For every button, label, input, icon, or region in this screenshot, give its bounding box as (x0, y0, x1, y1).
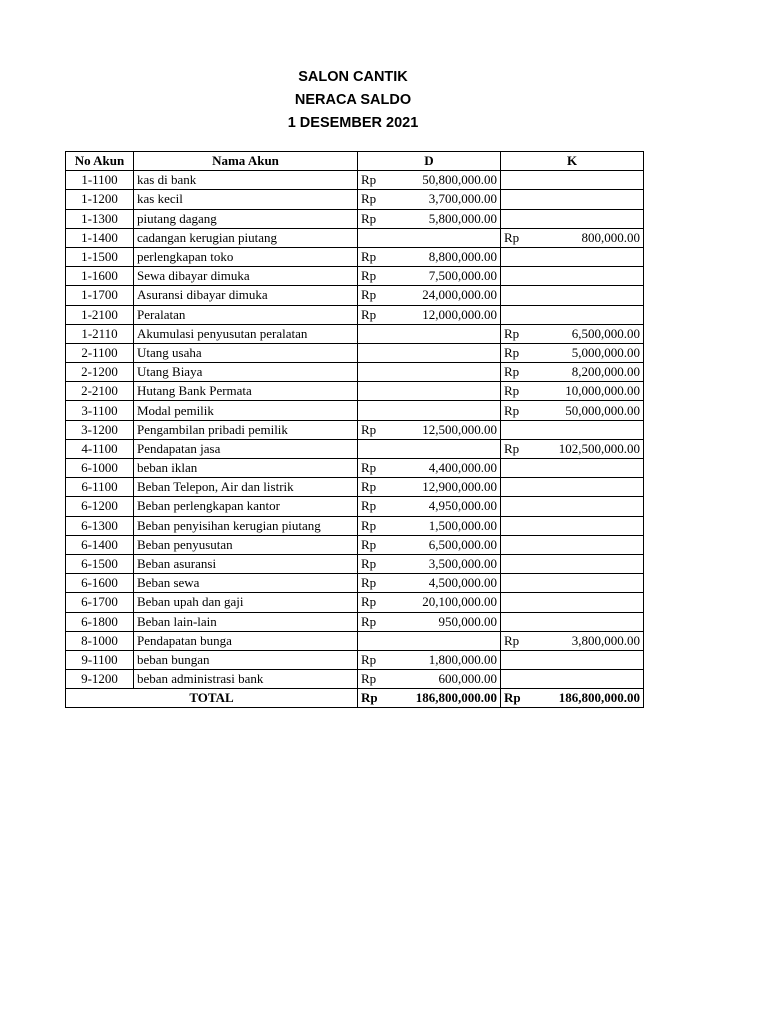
account-name: cadangan kerugian piutang (134, 228, 358, 247)
credit-cell (501, 171, 644, 190)
account-name: perlengkapan toko (134, 247, 358, 266)
credit-cell (501, 593, 644, 612)
debit-value: 20,100,000.00 (422, 594, 497, 610)
currency-label: Rp (504, 383, 520, 399)
table-row (66, 420, 644, 439)
debit-value: 8,800,000.00 (428, 249, 497, 265)
debit-value: 950,000.00 (438, 613, 497, 629)
account-name: Beban perlengkapan kantor (134, 497, 358, 516)
debit-cell (358, 382, 501, 401)
total-debit-cell (358, 689, 501, 708)
currency-label: Rp (504, 344, 520, 360)
credit-value: 3,800,000.00 (571, 632, 640, 648)
credit-cell (501, 267, 644, 286)
table-row (66, 516, 644, 535)
table-row (66, 574, 644, 593)
account-number: 1-1500 (66, 247, 134, 266)
debit-value: 50,800,000.00 (422, 172, 497, 188)
credit-cell (501, 286, 644, 305)
debit-cell (358, 190, 501, 209)
table-body (66, 171, 644, 689)
table-row (66, 228, 644, 247)
credit-value: 6,500,000.00 (571, 325, 640, 341)
report-title: NERACA SALDO (294, 92, 412, 108)
account-number: 1-1700 (66, 286, 134, 305)
table-row (66, 650, 644, 669)
account-name: Peralatan (134, 305, 358, 324)
currency-label: Rp (504, 402, 520, 418)
credit-cell (501, 631, 644, 650)
credit-cell (501, 324, 644, 343)
credit-cell (501, 574, 644, 593)
credit-cell (501, 228, 644, 247)
currency-label: Rp (361, 306, 377, 322)
currency-label: Rp (361, 460, 377, 476)
currency-label: Rp (504, 690, 521, 706)
table-row (66, 267, 644, 286)
column-header-debit: D (358, 152, 501, 171)
table-row (66, 363, 644, 382)
credit-value: 8,200,000.00 (571, 364, 640, 380)
account-number: 6-1600 (66, 574, 134, 593)
debit-value: 1,800,000.00 (428, 651, 497, 667)
table-row (66, 535, 644, 554)
account-number: 8-1000 (66, 631, 134, 650)
currency-label: Rp (504, 364, 520, 380)
account-name: Asuransi dibayar dimuka (134, 286, 358, 305)
account-name: kas di bank (134, 171, 358, 190)
table-row (66, 305, 644, 324)
credit-cell (501, 459, 644, 478)
currency-label: Rp (504, 632, 520, 648)
account-name: Pengambilan pribadi pemilik (134, 420, 358, 439)
debit-cell (358, 593, 501, 612)
debit-value: 3,500,000.00 (428, 556, 497, 572)
table-row (66, 478, 644, 497)
table-row (66, 190, 644, 209)
debit-cell (358, 209, 501, 228)
debit-value: 24,000,000.00 (422, 287, 497, 303)
currency-label: Rp (361, 536, 377, 552)
account-number: 6-1500 (66, 554, 134, 573)
debit-value: 600,000.00 (438, 671, 497, 687)
credit-cell (501, 535, 644, 554)
debit-cell (358, 459, 501, 478)
table-row (66, 343, 644, 362)
table-row (66, 670, 644, 689)
account-number: 2-1100 (66, 343, 134, 362)
report-header (0, 66, 706, 135)
table-row (66, 459, 644, 478)
debit-cell (358, 305, 501, 324)
credit-value: 102,500,000.00 (558, 440, 640, 456)
credit-cell (501, 382, 644, 401)
debit-cell (358, 478, 501, 497)
debit-value: 12,900,000.00 (422, 479, 497, 495)
table-row (66, 612, 644, 631)
currency-label: Rp (361, 690, 378, 706)
credit-cell (501, 497, 644, 516)
currency-label: Rp (361, 268, 377, 284)
credit-value: 5,000,000.00 (571, 344, 640, 360)
currency-label: Rp (361, 479, 377, 495)
account-name: beban iklan (134, 459, 358, 478)
credit-cell (501, 401, 644, 420)
account-number: 6-1800 (66, 612, 134, 631)
account-number: 6-1000 (66, 459, 134, 478)
column-header-name: Nama Akun (134, 152, 358, 171)
table-row (66, 247, 644, 266)
account-name: Beban sewa (134, 574, 358, 593)
report-date: 1 DESEMBER 2021 (287, 115, 419, 131)
debit-cell (358, 171, 501, 190)
currency-label: Rp (504, 229, 520, 245)
debit-value: 12,000,000.00 (422, 306, 497, 322)
table-row (66, 439, 644, 458)
debit-value: 3,700,000.00 (428, 191, 497, 207)
credit-cell (501, 612, 644, 631)
debit-cell (358, 420, 501, 439)
debit-cell (358, 612, 501, 631)
credit-cell (501, 209, 644, 228)
account-name: beban administrasi bank (134, 670, 358, 689)
debit-value: 7,500,000.00 (428, 268, 497, 284)
debit-value: 4,950,000.00 (428, 498, 497, 514)
debit-cell (358, 228, 501, 247)
currency-label: Rp (361, 671, 377, 687)
credit-value: 50,000,000.00 (565, 402, 640, 418)
debit-cell (358, 516, 501, 535)
credit-cell (501, 439, 644, 458)
account-number: 1-2100 (66, 305, 134, 324)
account-name: Beban upah dan gaji (134, 593, 358, 612)
table-row (66, 401, 644, 420)
account-name: kas kecil (134, 190, 358, 209)
currency-label: Rp (361, 613, 377, 629)
account-number: 3-1200 (66, 420, 134, 439)
debit-cell (358, 650, 501, 669)
table-row (66, 324, 644, 343)
debit-value: 4,500,000.00 (428, 575, 497, 591)
currency-label: Rp (361, 191, 377, 207)
account-name: Modal pemilik (134, 401, 358, 420)
total-label: TOTAL (66, 689, 358, 708)
debit-value: 4,400,000.00 (428, 460, 497, 476)
credit-cell (501, 363, 644, 382)
account-name: Akumulasi penyusutan peralatan (134, 324, 358, 343)
table-row (66, 286, 644, 305)
credit-cell (501, 420, 644, 439)
account-number: 2-2100 (66, 382, 134, 401)
account-name: Beban Telepon, Air dan listrik (134, 478, 358, 497)
account-number: 1-1300 (66, 209, 134, 228)
total-credit-value: 186,800,000.00 (558, 690, 640, 706)
table-row (66, 631, 644, 650)
currency-label: Rp (361, 421, 377, 437)
column-header-no: No Akun (66, 152, 134, 171)
account-name: Utang usaha (134, 343, 358, 362)
column-header-credit: K (501, 152, 644, 171)
debit-cell (358, 363, 501, 382)
account-name: Pendapatan bunga (134, 631, 358, 650)
credit-cell (501, 554, 644, 573)
account-name: Beban penyusutan (134, 535, 358, 554)
account-number: 1-1200 (66, 190, 134, 209)
account-number: 6-1300 (66, 516, 134, 535)
account-number: 6-1400 (66, 535, 134, 554)
debit-cell (358, 631, 501, 650)
credit-cell (501, 650, 644, 669)
company-name: SALON CANTIK (298, 69, 408, 85)
table-row (66, 593, 644, 612)
account-name: beban bungan (134, 650, 358, 669)
account-number: 6-1700 (66, 593, 134, 612)
table-row (66, 382, 644, 401)
debit-cell (358, 343, 501, 362)
debit-cell (358, 670, 501, 689)
account-name: Hutang Bank Permata (134, 382, 358, 401)
table-row (66, 554, 644, 573)
debit-cell (358, 497, 501, 516)
account-number: 1-1400 (66, 228, 134, 247)
table-row (66, 497, 644, 516)
debit-value: 1,500,000.00 (428, 517, 497, 533)
debit-cell (358, 401, 501, 420)
credit-cell (501, 247, 644, 266)
currency-label: Rp (361, 498, 377, 514)
currency-label: Rp (504, 440, 520, 456)
total-credit-cell (501, 689, 644, 708)
table-row (66, 209, 644, 228)
currency-label: Rp (504, 325, 520, 341)
currency-label: Rp (361, 249, 377, 265)
debit-cell (358, 554, 501, 573)
debit-cell (358, 247, 501, 266)
account-number: 1-1100 (66, 171, 134, 190)
credit-cell (501, 190, 644, 209)
account-number: 2-1200 (66, 363, 134, 382)
account-name: Pendapatan jasa (134, 439, 358, 458)
debit-cell (358, 324, 501, 343)
debit-cell (358, 535, 501, 554)
account-name: Utang Biaya (134, 363, 358, 382)
currency-label: Rp (361, 172, 377, 188)
credit-cell (501, 516, 644, 535)
table-header-row (66, 152, 644, 171)
account-number: 6-1200 (66, 497, 134, 516)
account-number: 9-1100 (66, 650, 134, 669)
account-number: 1-2110 (66, 324, 134, 343)
debit-cell (358, 286, 501, 305)
currency-label: Rp (361, 210, 377, 226)
currency-label: Rp (361, 651, 377, 667)
total-debit-value: 186,800,000.00 (415, 690, 497, 706)
debit-value: 6,500,000.00 (428, 536, 497, 552)
credit-value: 10,000,000.00 (565, 383, 640, 399)
credit-cell (501, 478, 644, 497)
account-number: 3-1100 (66, 401, 134, 420)
account-number: 4-1100 (66, 439, 134, 458)
credit-cell (501, 670, 644, 689)
credit-cell (501, 305, 644, 324)
account-name: Beban penyisihan kerugian piutang (134, 516, 358, 535)
account-name: piutang dagang (134, 209, 358, 228)
credit-value: 800,000.00 (581, 229, 640, 245)
debit-cell (358, 439, 501, 458)
account-number: 6-1100 (66, 478, 134, 497)
debit-value: 12,500,000.00 (422, 421, 497, 437)
credit-cell (501, 343, 644, 362)
trial-balance-table (65, 151, 644, 708)
debit-value: 5,800,000.00 (428, 210, 497, 226)
currency-label: Rp (361, 575, 377, 591)
total-row (66, 689, 644, 708)
debit-cell (358, 574, 501, 593)
currency-label: Rp (361, 287, 377, 303)
account-name: Beban asuransi (134, 554, 358, 573)
currency-label: Rp (361, 556, 377, 572)
account-name: Beban lain-lain (134, 612, 358, 631)
account-name: Sewa dibayar dimuka (134, 267, 358, 286)
account-number: 1-1600 (66, 267, 134, 286)
currency-label: Rp (361, 517, 377, 533)
account-number: 9-1200 (66, 670, 134, 689)
table-row (66, 171, 644, 190)
currency-label: Rp (361, 594, 377, 610)
debit-cell (358, 267, 501, 286)
